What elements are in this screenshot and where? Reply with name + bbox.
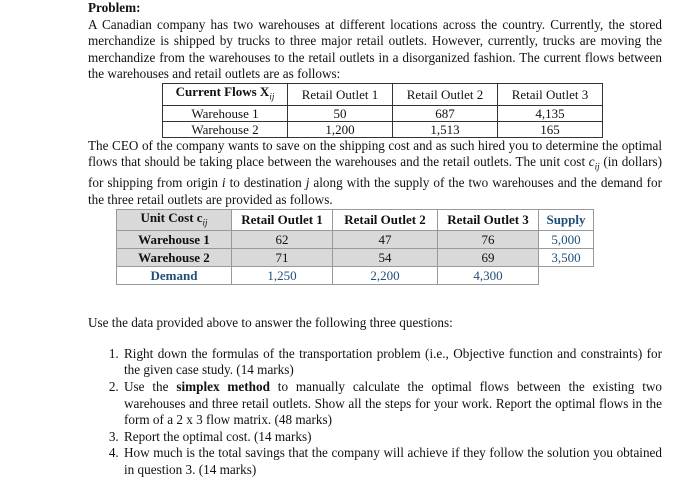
current-flows-cell: 1,513 bbox=[393, 121, 498, 137]
unit-cost-cij-subscript: ij bbox=[202, 217, 208, 228]
current-flows-table bbox=[162, 83, 603, 138]
demand-cell: 1,250 bbox=[232, 267, 333, 285]
document-body bbox=[88, 0, 662, 479]
questions-list bbox=[88, 346, 662, 479]
unit-cost-header-label bbox=[117, 209, 232, 231]
current-flows-row bbox=[163, 121, 603, 137]
question-item bbox=[122, 346, 662, 379]
demand-row bbox=[117, 267, 594, 285]
destination-j-symbol: j bbox=[305, 175, 310, 191]
question-item bbox=[122, 379, 662, 429]
current-flows-cell: 4,135 bbox=[498, 105, 603, 121]
ceo-text-4: along with the supply of the two warehouses and the demand for the three retail outlets are provided as follows. bbox=[88, 175, 662, 207]
current-flows-row bbox=[163, 105, 603, 121]
current-flows-cell: 50 bbox=[288, 105, 393, 121]
ceo-text-2: (in dollars) for shipping from origin bbox=[88, 154, 662, 191]
unit-cost-cell: 69 bbox=[438, 249, 539, 267]
current-flows-cell: 165 bbox=[498, 121, 603, 137]
demand-cell: 2,200 bbox=[333, 267, 438, 285]
unit-cost-row-label: Warehouse 2 bbox=[117, 249, 232, 267]
current-flows-header-row bbox=[163, 83, 603, 105]
unit-cost-cell: 62 bbox=[232, 231, 333, 249]
unit-cost-header-outlet-1: Retail Outlet 1 bbox=[232, 209, 333, 231]
unit-cost-header-row bbox=[117, 209, 594, 231]
question-item bbox=[122, 445, 662, 478]
current-flows-header-outlet-1: Retail Outlet 1 bbox=[288, 83, 393, 105]
supply-cell: 3,500 bbox=[539, 249, 594, 267]
unit-cost-header-outlet-2: Retail Outlet 2 bbox=[333, 209, 438, 231]
ceo-text-3: to destination bbox=[225, 175, 306, 191]
unit-cost-row bbox=[117, 249, 594, 267]
unit-cost-row-label: Warehouse 1 bbox=[117, 231, 232, 249]
use-data-text: Use the data provided above to answer the following three questions: bbox=[88, 315, 453, 331]
unit-cost-header-text: Unit Cost c bbox=[140, 209, 203, 225]
ceo-paragraph bbox=[88, 138, 662, 209]
question-bold-text: simplex method bbox=[176, 378, 270, 394]
current-flows-cell: 687 bbox=[393, 105, 498, 121]
question-text: Use the bbox=[124, 378, 177, 394]
question-text: to manually calculate the optimal flows between the existing two warehouses and three retail outlets. Show all the steps for your work. Report the optimal flows in the form of a 2 x 3 flow matrix. (48 marks) bbox=[124, 378, 662, 428]
question-text: How much is the total savings that the company will achieve if they follow the solution you obtained in question 3. (14 marks) bbox=[124, 445, 662, 477]
unit-cost-cell: 71 bbox=[232, 249, 333, 267]
question-text: Right down the formulas of the transportation problem (i.e., Objective function and constraints) for the given case study. (14 marks) bbox=[124, 345, 662, 378]
current-flows-header-text: Current Flows X bbox=[175, 83, 270, 99]
empty-cell bbox=[539, 267, 594, 285]
unit-cost-cell: 76 bbox=[438, 231, 539, 249]
unit-cost-header-outlet-3: Retail Outlet 3 bbox=[438, 209, 539, 231]
supply-cell: 5,000 bbox=[539, 231, 594, 249]
unit-cost-header-supply: Supply bbox=[539, 209, 594, 231]
unit-cost-row bbox=[117, 231, 594, 249]
current-flows-cell: 1,200 bbox=[288, 121, 393, 137]
demand-label: Demand bbox=[117, 267, 232, 285]
cij-symbol: c bbox=[588, 154, 595, 170]
origin-i-symbol: i bbox=[221, 175, 226, 191]
problem-heading: Problem: bbox=[88, 0, 141, 15]
current-flows-cell: Warehouse 1 bbox=[163, 105, 288, 121]
unit-cost-table bbox=[116, 209, 594, 286]
ceo-text-1: The CEO of the company wants to save on the shipping cost and as such hired you to determine the optimal flows that should be taking place between the warehouses and the retail outlets. The unit cost bbox=[88, 137, 662, 170]
demand-cell: 4,300 bbox=[438, 267, 539, 285]
question-item bbox=[122, 429, 662, 446]
current-flows-cell: Warehouse 2 bbox=[163, 121, 288, 137]
cij-subscript: ij bbox=[594, 161, 600, 172]
intro-paragraph: A Canadian company has two warehouses at different locations across the country. Currently, the stored merchandize is shipped by trucks to three major retail outlets. However, currently, trucks are moving the merchandize from the warehouses to the retail outlets in a disorganized fashion. The current flows between the warehouses and retail outlets are as follows: bbox=[88, 16, 662, 82]
unit-cost-cell: 54 bbox=[333, 249, 438, 267]
current-flows-header-label bbox=[163, 83, 288, 105]
xij-subscript: ij bbox=[269, 91, 275, 102]
current-flows-header-outlet-3: Retail Outlet 3 bbox=[498, 83, 603, 105]
question-text: Report the optimal cost. (14 marks) bbox=[124, 428, 312, 444]
unit-cost-cell: 47 bbox=[333, 231, 438, 249]
current-flows-header-outlet-2: Retail Outlet 2 bbox=[393, 83, 498, 105]
